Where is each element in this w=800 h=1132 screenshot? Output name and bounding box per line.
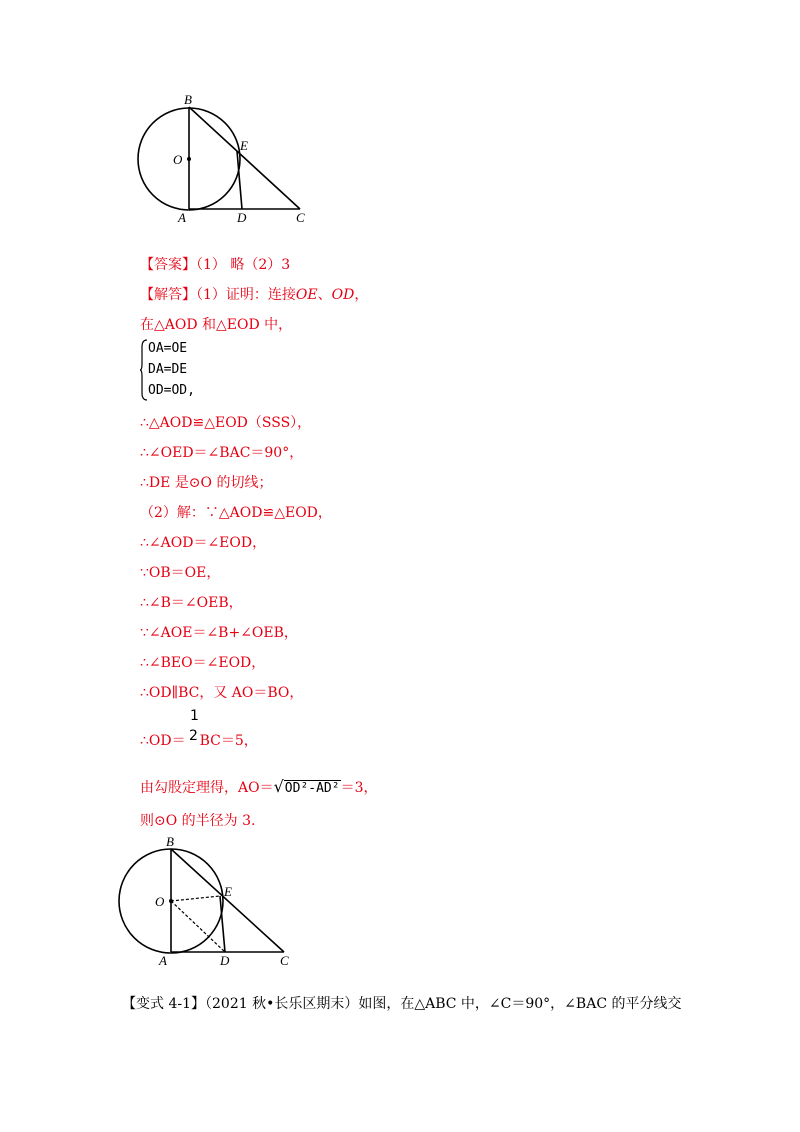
solution-line-8: ∵OB＝OE，	[140, 565, 221, 581]
fraction-denominator: 2	[189, 728, 198, 744]
label-c: C	[296, 210, 305, 225]
solution-line-9: ∴∠B＝∠OEB，	[140, 595, 243, 611]
solution-text-1: （1）证明：连接	[196, 287, 296, 303]
equation-2: DA=DE	[148, 362, 188, 377]
sqrt-sign: √	[273, 777, 284, 796]
label-d: D	[220, 953, 230, 968]
label-e: E	[224, 884, 232, 899]
next-problem-line	[122, 995, 681, 1013]
equation-3: OD=OD,	[148, 383, 195, 398]
answer-line	[140, 256, 290, 274]
solution-line-4: ∴∠OED＝∠BAC＝90°，	[140, 445, 304, 461]
geometry-figure-1	[130, 92, 320, 227]
sqrt-expression: OD²-AD²	[284, 781, 340, 796]
answer-text: （1） 略（2）3	[196, 257, 291, 273]
label-c: C	[280, 953, 289, 968]
label-o: O	[155, 894, 165, 909]
label-e: E	[240, 138, 248, 153]
solution-line-15: 则⊙O 的半径为 3.	[140, 813, 256, 829]
solution-line-11: ∴∠BEO＝∠EOD，	[140, 655, 266, 671]
solution-line-6: （2）解：∵△AOD≌△EOD，	[140, 505, 332, 521]
seg-od: OD	[331, 287, 355, 303]
equation-1: OA=OE	[148, 341, 188, 356]
line13-pre: ∴OD＝	[140, 733, 186, 749]
solution-line-13	[140, 732, 258, 750]
line13-post: BC＝5，	[199, 733, 258, 749]
center-point	[169, 899, 173, 903]
solution-line-1	[140, 286, 368, 304]
label-d: D	[237, 210, 247, 225]
answer-tag: 【答案】	[140, 257, 196, 273]
solution-line-7: ∴∠AOD＝∠EOD，	[140, 535, 267, 551]
segment-bc	[171, 849, 284, 952]
geometry-figure-2	[114, 834, 304, 969]
next-source: （2021 秋•长乐区期末）	[205, 996, 359, 1012]
line14-pre: 由勾股定理得，AO＝	[140, 780, 274, 796]
dashed-oe	[171, 896, 220, 901]
label-a: A	[159, 953, 167, 968]
seg-oe: OE	[295, 287, 318, 303]
label-a: A	[178, 210, 186, 225]
end-punct: ，	[354, 287, 369, 303]
label-o: O	[173, 152, 183, 167]
solution-line-2: 在△AOD 和△EOD 中，	[140, 317, 293, 333]
solution-line-5: ∴DE 是⊙O 的切线；	[140, 475, 273, 491]
center-point	[187, 157, 191, 161]
next-text: 如图，在△ABC 中，∠C＝90°，∠BAC 的平分线交	[358, 996, 682, 1012]
solution-line-12: ∴OD∥BC，又 AO＝BO，	[140, 685, 304, 701]
sep: 、	[317, 287, 332, 303]
label-b: B	[166, 834, 174, 849]
solution-line-14	[140, 778, 378, 798]
segment-bc	[189, 107, 300, 209]
line14-post: ＝3，	[340, 780, 378, 796]
next-tag: 【变式 4-1】	[122, 996, 205, 1012]
solution-line-10: ∵∠AOE＝∠B+∠OEB，	[140, 625, 298, 641]
brace	[140, 339, 148, 401]
solution-tag: 【解答】	[140, 287, 196, 303]
label-b: B	[184, 92, 192, 107]
fraction-numerator: 1	[190, 708, 199, 724]
solution-line-3: ∴△AOD≌△EOD（SSS），	[140, 415, 312, 431]
